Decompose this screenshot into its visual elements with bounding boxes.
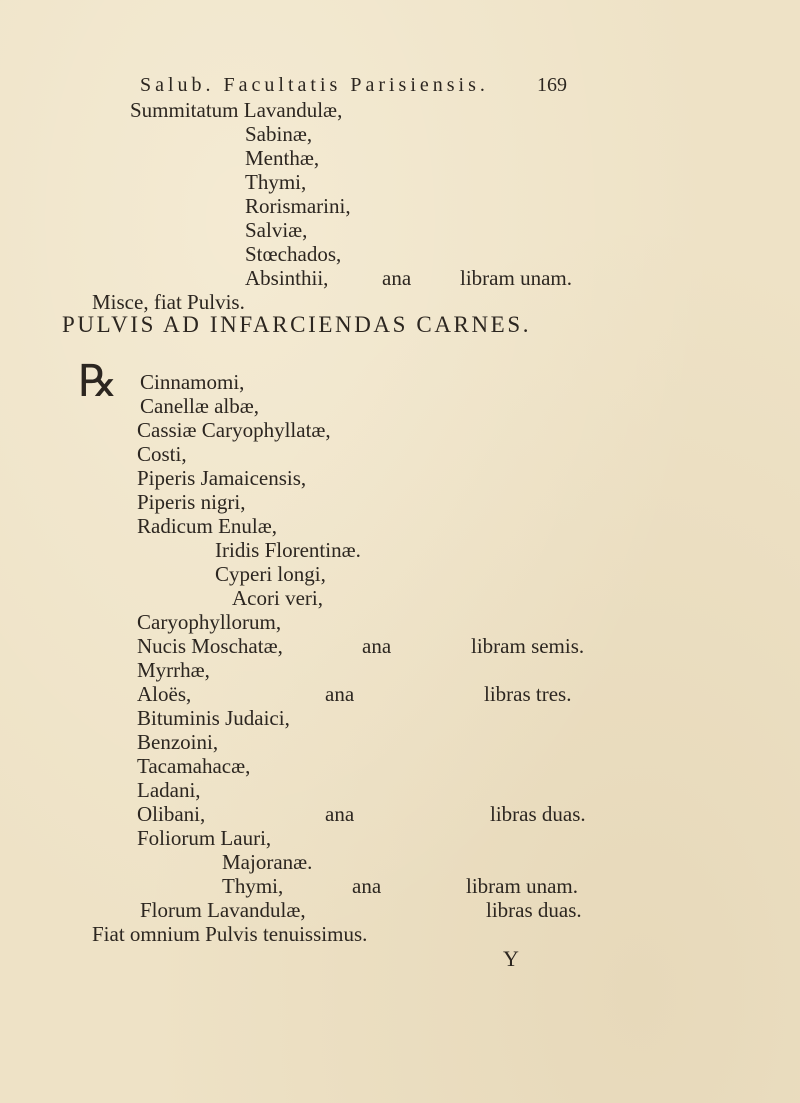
recipe-line: Cassiæ Caryophyllatæ, (137, 418, 331, 442)
top-list-line: Thymi, (245, 170, 307, 194)
recipe-line: Florum Lavandulæ, (140, 898, 306, 922)
recipe-line: Majoranæ. (222, 850, 313, 874)
section-title: PULVIS AD INFARCIENDAS CARNES. (62, 312, 532, 337)
recipe-symbol: ℞ (78, 356, 118, 407)
ana-word: ana (362, 634, 392, 658)
recipe-line: Benzoini, (137, 730, 219, 754)
quantity: libram unam. (466, 874, 578, 898)
recipe-line: Olibani, (137, 802, 206, 826)
recipe-line: Ladani, (137, 778, 201, 802)
recipe-line: Acori veri, (232, 586, 323, 610)
recipe-line: Bituminis Judaici, (137, 706, 290, 730)
page-number: 169 (537, 74, 567, 96)
quantity: libras tres. (484, 682, 572, 706)
ana-word: ana (382, 266, 412, 290)
recipe-line: Piperis Jamaicensis, (137, 466, 307, 490)
recipe-line: Nucis Moschatæ, (137, 634, 283, 658)
ana-word: ana (352, 874, 382, 898)
recipe-line: Costi, (137, 442, 187, 466)
recipe-line: Aloës, (137, 682, 192, 706)
top-list-line: Rorismarini, (245, 194, 351, 218)
quantity: libram semis. (471, 634, 585, 658)
recipe-line: Thymi, (222, 874, 284, 898)
recipe-line: Piperis nigri, (137, 490, 246, 514)
quantity: libras duas. (486, 898, 582, 922)
recipe-line: Cyperi longi, (215, 562, 326, 586)
recipe-line: Foliorum Lauri, (137, 826, 272, 850)
recipe-line: Myrrhæ, (137, 658, 210, 682)
running-title: Salub. Facultatis Parisiensis. (140, 74, 489, 96)
recipe-line: Tacamahacæ, (137, 754, 251, 778)
quantity: libras duas. (490, 802, 586, 826)
signature-mark: Y (503, 946, 519, 971)
recipe-line: Canellæ albæ, (140, 394, 259, 418)
recipe-line: Cinnamomi, (140, 370, 245, 394)
top-list-line: Absinthii, (245, 266, 329, 290)
top-list-line: Salviæ, (245, 218, 308, 242)
ana-word: ana (325, 802, 355, 826)
top-list-line: Summitatum Lavandulæ, (130, 98, 343, 122)
recipe-line: Radicum Enulæ, (137, 514, 277, 538)
top-list-line: Menthæ, (245, 146, 320, 170)
top-list-line: Sabinæ, (245, 122, 313, 146)
ana-word: ana (325, 682, 355, 706)
closing-line: Fiat omnium Pulvis tenuissimus. (92, 922, 368, 946)
recipe-line: Iridis Florentinæ. (215, 538, 361, 562)
quantity: libram unam. (460, 266, 572, 290)
closing-line: Misce, fiat Pulvis. (92, 290, 245, 314)
recipe-line: Caryophyllorum, (137, 610, 282, 634)
top-list-line: Stœchados, (245, 242, 342, 266)
